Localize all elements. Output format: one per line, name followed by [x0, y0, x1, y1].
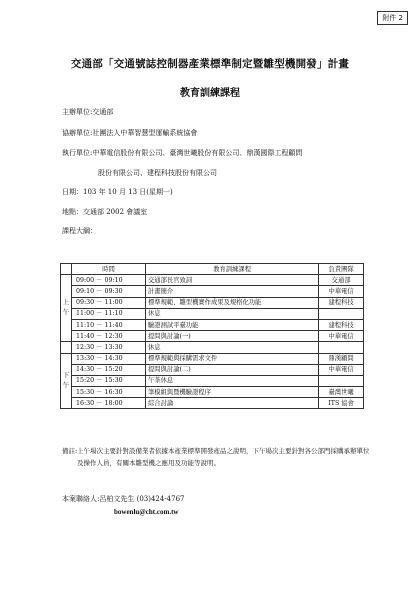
note-label: 備註:: [62, 447, 78, 455]
row-course: 計畫簡介: [146, 286, 319, 297]
row-team: 建程科技: [319, 319, 364, 330]
row-team: [319, 342, 364, 353]
header-team: 負責團隊: [319, 264, 364, 275]
contact-person: 本案聯絡人:呂柏文先生 (03)424-4767: [62, 495, 185, 503]
row-time: 11:00 － 11:10: [72, 308, 146, 319]
row-time: 12:30 － 13:30: [72, 342, 146, 353]
table-header-row: [61, 264, 364, 275]
row-time: 14:30 － 15:20: [72, 364, 146, 375]
event-date: 日期：103 年 10 月 13 日(星期一): [62, 188, 173, 196]
row-course: 提問與討論(一): [146, 331, 319, 342]
row-team: [319, 308, 364, 319]
note-text: 上午場次主要針對設備業者依據本產業標準開發產品之說明，下午場次主要針對各公部門採購承辦單位及操作人員，有關本雛型機之應用及功能等說明。: [77, 447, 370, 467]
row-time: 15:20 － 15:30: [72, 375, 146, 386]
schedule-body: [61, 275, 364, 409]
document-subtitle: 教育訓練課程: [180, 88, 240, 99]
table-row: [61, 308, 364, 319]
row-time: 15:30 － 16:30: [72, 387, 146, 398]
table-row: [61, 275, 364, 286]
row-time: 09:00 － 09:10: [72, 275, 146, 286]
session-label: 上午: [61, 275, 72, 342]
header-session: [61, 264, 72, 275]
co-organizer-unit: 協辦單位:社團法人中華智慧型運輸系統協會: [62, 129, 198, 137]
row-team: 鼎漢顧問: [319, 353, 364, 364]
row-team: 中華電信: [319, 364, 364, 375]
row-course: 筆模組與暨機驗證程序: [146, 387, 319, 398]
table-row: [61, 331, 364, 342]
row-team: [319, 375, 364, 386]
row-time: 11:40 － 12:30: [72, 331, 146, 342]
row-time: 09:30 － 11:00: [72, 297, 146, 308]
row-course: 標準規範、雛型機實作成果及規格化功能: [146, 297, 319, 308]
table-row: [61, 297, 364, 308]
row-course: 午茶休息: [146, 375, 319, 386]
row-course: 交通部長官致詞: [146, 275, 319, 286]
row-course: 綜合討論: [146, 398, 319, 409]
table-row: [61, 364, 364, 375]
row-team: 中華電信: [319, 286, 364, 297]
host-unit: 主辦單位:交通部: [62, 108, 114, 116]
table-row: [61, 387, 364, 398]
attachment-label: 附件 2: [377, 11, 408, 25]
document-title: 交通部「交通號誌控制器產業標準制定暨雛型機開發」計畫: [70, 58, 350, 70]
table-row: [61, 286, 364, 297]
session-label: 下午: [61, 353, 72, 409]
executor-unit-line-1: 執行單位:中華電信股份有限公司、臺灣世曦股份有限公司、鼎漢國際工程顧問: [62, 149, 303, 157]
executor-unit-line-2: 股份有限公司、建程科技股份有限公司: [98, 169, 217, 177]
row-time: 09:10 － 09:30: [72, 286, 146, 297]
header-course: 教育訓練課程: [146, 264, 319, 275]
table-row: [61, 353, 364, 364]
outline-label: 課程大綱：: [62, 227, 97, 235]
row-course: 休息: [146, 308, 319, 319]
row-team: 交通部: [319, 275, 364, 286]
row-course: 標準規範與採購需求文件: [146, 353, 319, 364]
row-course: 提問與討論(二): [146, 364, 319, 375]
row-team: 臺灣世曦: [319, 387, 364, 398]
row-course: 休息: [146, 342, 319, 353]
table-row: [61, 319, 364, 330]
session-label: [61, 342, 72, 353]
table-row: [61, 375, 364, 386]
header-time: 時間: [72, 264, 146, 275]
row-team: ITS 協會: [319, 398, 364, 409]
row-course: 驗證測試平臺功能: [146, 319, 319, 330]
table-row: [61, 398, 364, 409]
contact-email: bowenlu@cht.com.tw: [114, 508, 179, 516]
row-time: 13:30 － 14:30: [72, 353, 146, 364]
row-team: 中華電信: [319, 331, 364, 342]
row-time: 11:10 － 11:40: [72, 319, 146, 330]
row-team: 建程科技: [319, 297, 364, 308]
event-location: 地點：交通部 2002 會議室: [62, 208, 148, 216]
table-row: [61, 342, 364, 353]
schedule-table: [60, 263, 364, 409]
row-time: 16:30 － 18:00: [72, 398, 146, 409]
